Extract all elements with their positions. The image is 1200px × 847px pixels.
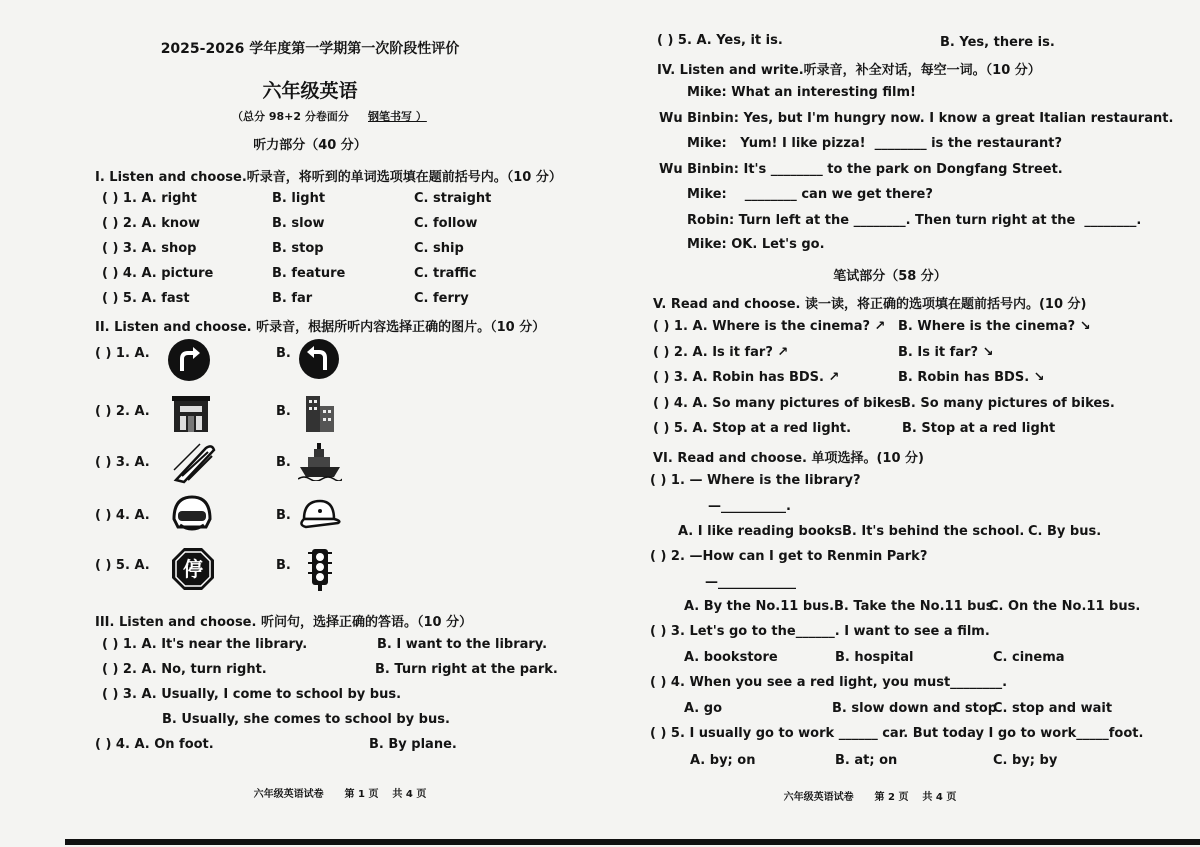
s5-row-3-a: ( ) 3. A. Robin has BDS. ↗ [653, 370, 840, 385]
building-icon [170, 392, 212, 434]
s5-row-1-b: B. Where is the cinema? ↘ [898, 319, 1091, 334]
ship-icon [298, 441, 342, 481]
score-note-pen: 钢笔书写 ） [368, 110, 427, 123]
s6-q3-opt-a: A. bookstore [684, 650, 778, 665]
train-icon [170, 440, 218, 486]
s6-q2-opt-b: B. Take the No.11 bus. [834, 599, 999, 614]
turn-right-sign-icon [166, 337, 212, 383]
s1-row-3-c: C. ship [414, 241, 464, 256]
section-4-title: IV. Listen and write.听录音，补全对话，每空一词。（10 分） [657, 63, 1041, 78]
s2-row-2-b: B. [276, 404, 291, 419]
dialog-line-4: Wu Binbin: It's ________ to the park on Dongfang Street. [659, 162, 1063, 177]
s6-q1: ( ) 1. — Where is the library? [650, 473, 861, 488]
cap-icon [298, 497, 342, 531]
s3-row-3-b: B. Usually, she comes to school by bus. [162, 712, 450, 727]
s6-q1-blank: —__________. [708, 499, 791, 514]
s5-row-3-b: B. Robin has BDS. ↘ [898, 370, 1045, 385]
s3-row-2-b: B. Turn right at the park. [375, 662, 558, 677]
s1-row-5-a: ( ) 5. A. fast [102, 291, 190, 306]
listening-header: 听力部分（40 分） [253, 138, 367, 153]
s6-q5-opt-c: C. by; by [993, 753, 1058, 768]
s1-row-5-c: C. ferry [414, 291, 469, 306]
dialog-line-2: Wu Binbin: Yes, but I'm hungry now. I know a great Italian restaurant. [659, 111, 1174, 126]
dialog-line-6: Robin: Turn left at the ________. Then turn right at the ________. [687, 213, 1142, 228]
s1-row-3-b: B. stop [272, 241, 324, 256]
s3-row-4-b: B. By plane. [369, 737, 457, 752]
s6-q4-opt-b: B. slow down and stop [832, 701, 998, 716]
s1-row-5-b: B. far [272, 291, 313, 306]
city-icon [300, 392, 338, 434]
s2-row-1-a: ( ) 1. A. [95, 346, 150, 361]
s6-q5: ( ) 5. I usually go to work ______ car. But today I go to work_____foot. [650, 726, 1144, 741]
s2-row-5-b: B. [276, 558, 291, 573]
s3-row-3-a: ( ) 3. A. Usually, I come to school by bus. [102, 687, 402, 702]
exam-title: 2025-2026 学年度第一学期第一次阶段性评价 [160, 41, 460, 57]
dialog-line-5: Mike: ________ can we get there? [687, 187, 933, 202]
s5-row-2-b: B. Is it far? ↘ [898, 345, 994, 360]
s5-row-2-a: ( ) 2. A. Is it far? ↗ [653, 345, 789, 360]
section-3-title: III. Listen and choose. 听问句，选择正确的答语。（10 分） [95, 615, 473, 630]
s6-q5-opt-b: B. at; on [835, 753, 898, 768]
dialog-line-1: Mike: What an interesting film! [687, 85, 916, 100]
s1-row-1-b: B. light [272, 191, 326, 206]
s1-row-3-a: ( ) 3. A. shop [102, 241, 197, 256]
s1-row-4-b: B. feature [272, 266, 346, 281]
traffic-light-icon [305, 547, 335, 591]
s2-row-2-a: ( ) 2. A. [95, 404, 150, 419]
s6-q4: ( ) 4. When you see a red light, you must________. [650, 675, 1008, 690]
s2-row-4-a: ( ) 4. A. [95, 508, 150, 523]
s5-row-1-a: ( ) 1. A. Where is the cinema? ↗ [653, 319, 886, 334]
page-2-footer: 六年级英语试卷 第 2 页 共 4 页 [783, 792, 957, 803]
s2-row-3-b: B. [276, 455, 291, 470]
s5-row-5-a: ( ) 5. A. Stop at a red light. [653, 421, 852, 436]
s5-row-4-b: B. So many pictures of bikes. [901, 396, 1115, 411]
s1-row-2-b: B. slow [272, 216, 325, 231]
s5-row-4-a: ( ) 4. A. So many pictures of bikes. [653, 396, 907, 411]
s1-row-1-c: C. straight [414, 191, 492, 206]
s6-q1-opt-c: C. By bus. [1028, 524, 1102, 539]
s1-row-2-c: C. follow [414, 216, 478, 231]
s2-row-3-a: ( ) 3. A. [95, 455, 150, 470]
s5-row-5-b: B. Stop at a red light [902, 421, 1056, 436]
s2-row-4-b: B. [276, 508, 291, 523]
dialog-line-7: Mike: OK. Let's go. [687, 237, 825, 252]
s1-row-1-a: ( ) 1. A. right [102, 191, 197, 206]
turn-left-sign-icon [297, 337, 341, 381]
stop-sign-char: 停 [183, 557, 203, 581]
writing-header: 笔试部分（58 分） [833, 269, 947, 284]
s6-q2: ( ) 2. —How can I get to Renmin Park? [650, 549, 928, 564]
s6-q3: ( ) 3. Let's go to the______. I want to see a film. [650, 624, 990, 639]
s6-q4-opt-a: A. go [684, 701, 723, 716]
dialog-line-3: Mike: Yum! I like pizza! ________ is the restaurant? [687, 136, 1063, 151]
s6-q2-blank: —____________ [705, 575, 796, 590]
s6-q3-opt-c: C. cinema [993, 650, 1065, 665]
exam-subtitle: 六年级英语 [262, 80, 358, 102]
s6-q4-opt-c: C. stop and wait [993, 701, 1113, 716]
s2-row-1-b: B. [276, 346, 291, 361]
stop-sign-icon [170, 546, 216, 592]
s6-q5-opt-a: A. by; on [690, 753, 756, 768]
s6-q2-opt-c: C. On the No.11 bus. [989, 599, 1141, 614]
s1-row-4-c: C. traffic [414, 266, 477, 281]
s1-row-2-a: ( ) 2. A. know [102, 216, 201, 231]
section-6-title: VI. Read and choose. 单项选择。(10 分) [653, 451, 924, 466]
page-1-footer: 六年级英语试卷 第 1 页 共 4 页 [253, 789, 427, 800]
score-note: （总分 98+2 分卷面分 [232, 110, 349, 123]
s6-q3-opt-b: B. hospital [835, 650, 914, 665]
s3-row-4-a: ( ) 4. A. On foot. [95, 737, 214, 752]
s6-q1-opt-b: B. It's behind the school. [842, 524, 1025, 539]
s3-row-5-a: ( ) 5. A. Yes, it is. [657, 33, 783, 48]
section-1-title: I. Listen and choose.听录音，将听到的单词选项填在题前括号内。（10 分） [95, 170, 562, 185]
helmet-icon [170, 493, 214, 535]
s1-row-4-a: ( ) 4. A. picture [102, 266, 214, 281]
s2-row-5-a: ( ) 5. A. [95, 558, 150, 573]
section-2-title: II. Listen and choose. 听录音，根据所听内容选择正确的图片。（10 分） [95, 320, 546, 335]
section-5-title: V. Read and choose. 读一读，将正确的选项填在题前括号内。(10 分) [653, 297, 1087, 312]
s6-q1-opt-a: A. I like reading books. [678, 524, 848, 539]
exam-page-2 [600, 0, 1200, 847]
s3-row-2-a: ( ) 2. A. No, turn right. [102, 662, 267, 677]
s3-row-5-b: B. Yes, there is. [940, 35, 1055, 50]
s6-q2-opt-a: A. By the No.11 bus. [684, 599, 835, 614]
s3-row-1-b: B. I want to the library. [377, 637, 548, 652]
scan-edge-bar [65, 839, 1200, 845]
s3-row-1-a: ( ) 1. A. It's near the library. [102, 637, 308, 652]
